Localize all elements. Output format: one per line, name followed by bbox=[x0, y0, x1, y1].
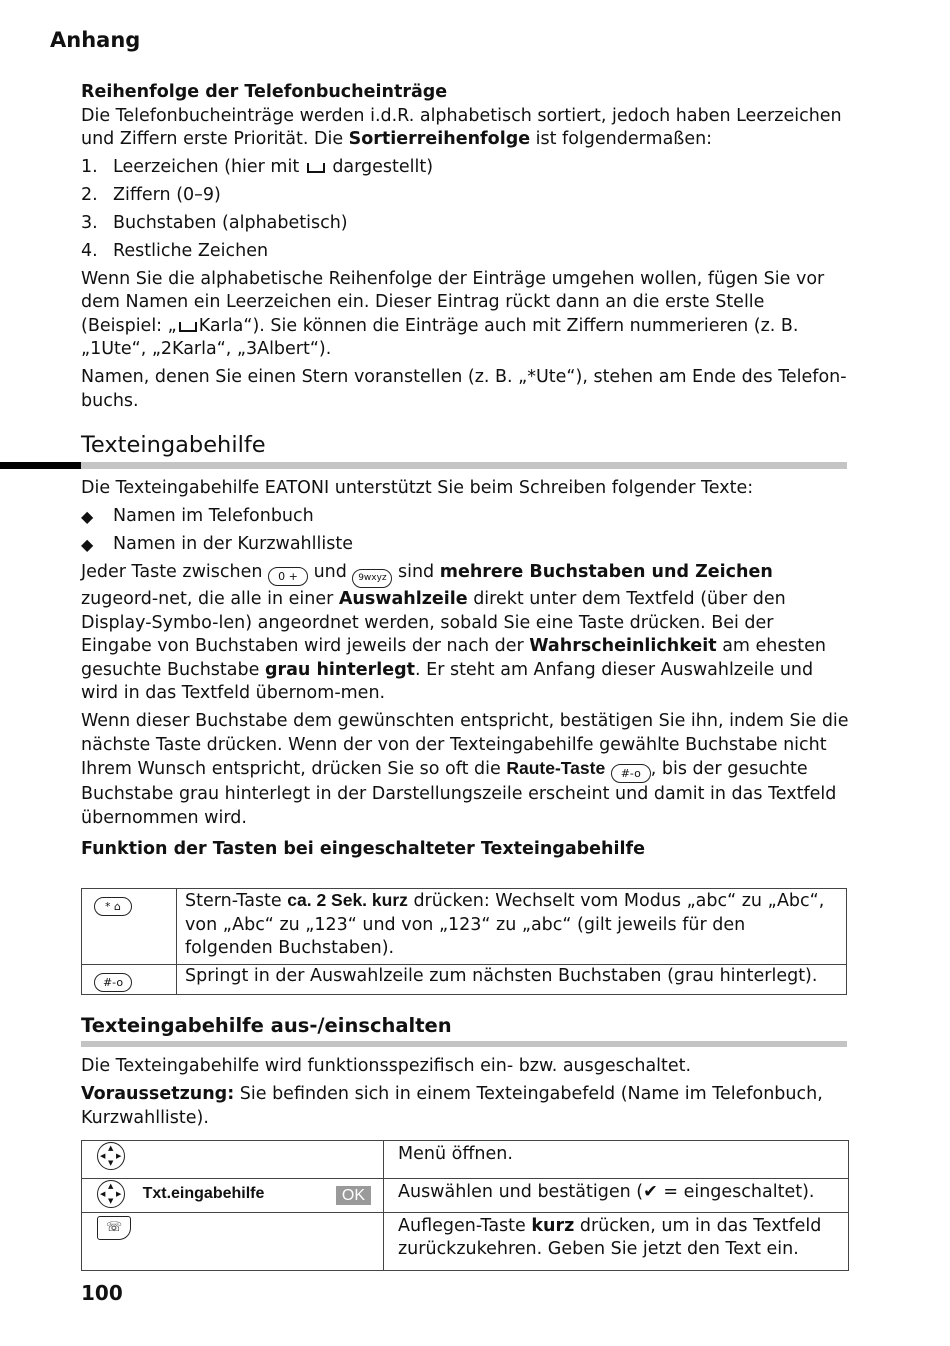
row-text: drücken, um in das Textfeld zurückzukehren. Geben Sie jetzt den Text ein. bbox=[398, 1215, 822, 1259]
list-item bbox=[81, 240, 849, 264]
toggle-heading: Texteingabehilfe aus-/einschalten bbox=[81, 1014, 452, 1037]
list-item bbox=[81, 505, 849, 529]
row-bold: kurz bbox=[531, 1215, 575, 1236]
table-text-cell bbox=[384, 1178, 849, 1212]
navigation-key-icon: ▲ ▼ ◀ ▶ bbox=[97, 1142, 125, 1170]
requirement-paragraph bbox=[81, 1083, 849, 1130]
table-row bbox=[82, 889, 847, 965]
phonebook-intro bbox=[81, 105, 849, 152]
phonebook-heading: Reihenfolge der Telefonbucheinträge bbox=[81, 82, 448, 102]
ok-softkey: OK bbox=[336, 1186, 371, 1205]
table-key-cell bbox=[82, 1178, 384, 1212]
section-rule bbox=[81, 462, 847, 469]
list-item bbox=[81, 184, 849, 208]
p1-bold: Wahrscheinlichkeit bbox=[529, 636, 717, 656]
p2-text: , bis der gesuchte Buchstabe grau hinterlegt in der Darstellungszeile erscheint und damit in das Textfeld übernommen wird. bbox=[81, 759, 837, 828]
space-symbol-icon bbox=[307, 163, 325, 173]
bullet-text: Namen in der Kurzwahlliste bbox=[113, 534, 353, 554]
p1-bold: Auswahlzeile bbox=[338, 589, 468, 609]
texthelp-intro: Die Texteingabehilfe EATONI unterstützt Sie beim Schreiben folgender Texte: bbox=[81, 478, 754, 498]
list-number: 3. bbox=[81, 212, 98, 233]
intro-bold: Sortierreihenfolge bbox=[348, 129, 531, 149]
table-row bbox=[82, 1212, 849, 1270]
p1-bold: grau hinterlegt bbox=[264, 659, 416, 680]
list-number: 1. bbox=[81, 156, 98, 177]
p1-text: am ehesten gesuchte Buchstabe bbox=[81, 636, 826, 680]
texthelp-section bbox=[81, 477, 849, 862]
p1-text: direkt unter dem Textfeld (über den Display-Symbo-len) angeordnet werden, sobald Sie eine Taste drücken. Bei der Eingabe von Buchstaben wird jeweils der nach der bbox=[81, 589, 786, 656]
star-key-icon: * ⌂ bbox=[94, 897, 132, 916]
phonebook-section bbox=[81, 81, 849, 413]
key-9-icon: 9wxyz bbox=[352, 569, 392, 588]
key-0-icon: 0 + bbox=[268, 567, 308, 586]
toggle-section bbox=[81, 1055, 849, 1130]
table-key-cell bbox=[82, 965, 177, 995]
requirement-label: Voraussetzung: bbox=[81, 1084, 235, 1104]
toggle-paragraph: Die Texteingabehilfe wird funktionsspezifisch ein- bzw. ausgeschaltet. bbox=[81, 1056, 692, 1076]
intro-text: Die Telefonbucheinträge werden i.d.R. alphabetisch sortiert, jedoch haben Leerzeichen und Ziffern erste Priorität. Die bbox=[81, 105, 842, 149]
p1-text: sind bbox=[392, 562, 440, 582]
phonebook-paragraph bbox=[81, 268, 849, 362]
table-text-cell: Menü öffnen. bbox=[384, 1141, 849, 1179]
p1-text: zugeord-net, die alle in einer bbox=[81, 589, 339, 609]
row-bold: ca. 2 Sek. kurz bbox=[287, 890, 408, 910]
space-symbol-icon bbox=[179, 322, 197, 332]
bullet-diamond-icon: ◆ bbox=[81, 507, 94, 526]
p1-text: und bbox=[308, 562, 353, 582]
list-text: Restliche Zeichen bbox=[113, 240, 269, 261]
check-icon: ✔ bbox=[643, 1181, 658, 1202]
list-text-b: dargestellt) bbox=[326, 156, 434, 177]
bullet-diamond-icon: ◆ bbox=[81, 535, 94, 554]
list-number: 4. bbox=[81, 240, 98, 261]
intro-text-end: ist folgendermaßen: bbox=[530, 129, 713, 149]
row-text: Auswählen und bestätigen ( bbox=[398, 1181, 644, 1202]
texthelp-paragraph-1 bbox=[81, 561, 849, 706]
hash-key-icon: #-o bbox=[94, 973, 132, 992]
list-text: Buchstaben (alphabetisch) bbox=[113, 212, 348, 233]
table-key-cell bbox=[82, 1141, 384, 1179]
table-row bbox=[82, 965, 847, 995]
list-item bbox=[81, 156, 849, 180]
texthelp-bullets bbox=[81, 505, 849, 557]
list-item bbox=[81, 533, 849, 557]
table-row bbox=[82, 1178, 849, 1212]
table-text-cell bbox=[177, 889, 847, 965]
texthelp-heading: Texteingabehilfe bbox=[81, 432, 266, 458]
section-rule-dark bbox=[0, 462, 81, 469]
hangup-key-icon: ☏ bbox=[97, 1216, 131, 1240]
table-row bbox=[82, 1141, 849, 1179]
texthelp-paragraph-2 bbox=[81, 710, 849, 830]
steps-table bbox=[81, 1140, 849, 1271]
function-heading: Funktion der Tasten bei eingeschalteter Texteingabehilfe bbox=[81, 839, 645, 859]
p1-bold: mehrere Buchstaben und Zeichen bbox=[439, 562, 773, 582]
p2-text-b: Karla“). Sie können die Einträge auch mit Ziffern nummerieren (z. B. „1Ute“, „2Karla“, „3Albert“). bbox=[81, 315, 799, 359]
requirement-text: Sie befinden sich in einem Texteingabefeld (Name im Telefonbuch, Kurzwahlliste). bbox=[81, 1084, 823, 1128]
p2-text-a: Wenn Sie die alphabetische Reihenfolge der Einträge umgehen wollen, fügen Sie vor dem Namen ein Leerzeichen ein. Dieser Eintrag rückt dann an die erste Stelle (Beispiel: „ bbox=[81, 268, 825, 336]
p1-text: Jeder Taste zwischen bbox=[81, 562, 268, 582]
table-key-cell bbox=[82, 889, 177, 965]
key-function-table bbox=[81, 888, 847, 995]
table-text-cell: Springt in der Auswahlzeile zum nächsten Buchstaben (grau hinterlegt). bbox=[177, 965, 847, 995]
menu-entry-label: Txt.eingabehilfe bbox=[142, 1184, 265, 1202]
table-key-cell bbox=[82, 1212, 384, 1270]
row-text: drücken: Wechselt vom Modus „abc“ zu „Abc“, von „Abc“ zu „123“ und von „123“ zu „abc“ (gilt jeweils für den folgenden Buchstaben). bbox=[185, 891, 825, 958]
list-text bbox=[113, 156, 433, 180]
bullet-text: Namen im Telefonbuch bbox=[113, 506, 314, 526]
phonebook-paragraph-star: Namen, denen Sie einen Stern voranstellen (z. B. „*Ute“), stehen am Ende des Telefon-buchs. bbox=[81, 367, 847, 411]
list-text: Ziffern (0–9) bbox=[113, 184, 221, 205]
p1-text: . Er steht am Anfang dieser Auswahlzeile und wird in das Textfeld übernom-men. bbox=[81, 659, 814, 703]
navigation-key-icon: ▲ ▼ ◀ ▶ bbox=[97, 1180, 125, 1208]
section-title: Anhang bbox=[50, 28, 141, 52]
table-text-cell bbox=[384, 1212, 849, 1270]
row-text: = eingeschaltet). bbox=[657, 1181, 815, 1202]
hash-key-icon: #-o bbox=[611, 764, 651, 783]
page-number: 100 bbox=[81, 1281, 123, 1305]
section-rule bbox=[81, 1041, 847, 1047]
list-text-a: Leerzeichen (hier mit bbox=[113, 156, 305, 177]
row-text: Auflegen-Taste bbox=[398, 1215, 532, 1236]
list-number: 2. bbox=[81, 184, 98, 205]
raute-label: Raute-Taste bbox=[506, 758, 606, 778]
list-item bbox=[81, 212, 849, 236]
sort-order-list bbox=[81, 156, 849, 264]
row-text: Stern-Taste bbox=[185, 891, 288, 911]
p2-text: Wenn dieser Buchstabe dem gewünschten entspricht, bestätigen Sie ihn, indem Sie die nächste Taste drücken. Wenn der von der Texteingabehilfe gewählte Buchstabe nicht Ihrem Wunsch entspricht, drücken Sie so oft die bbox=[81, 711, 849, 779]
